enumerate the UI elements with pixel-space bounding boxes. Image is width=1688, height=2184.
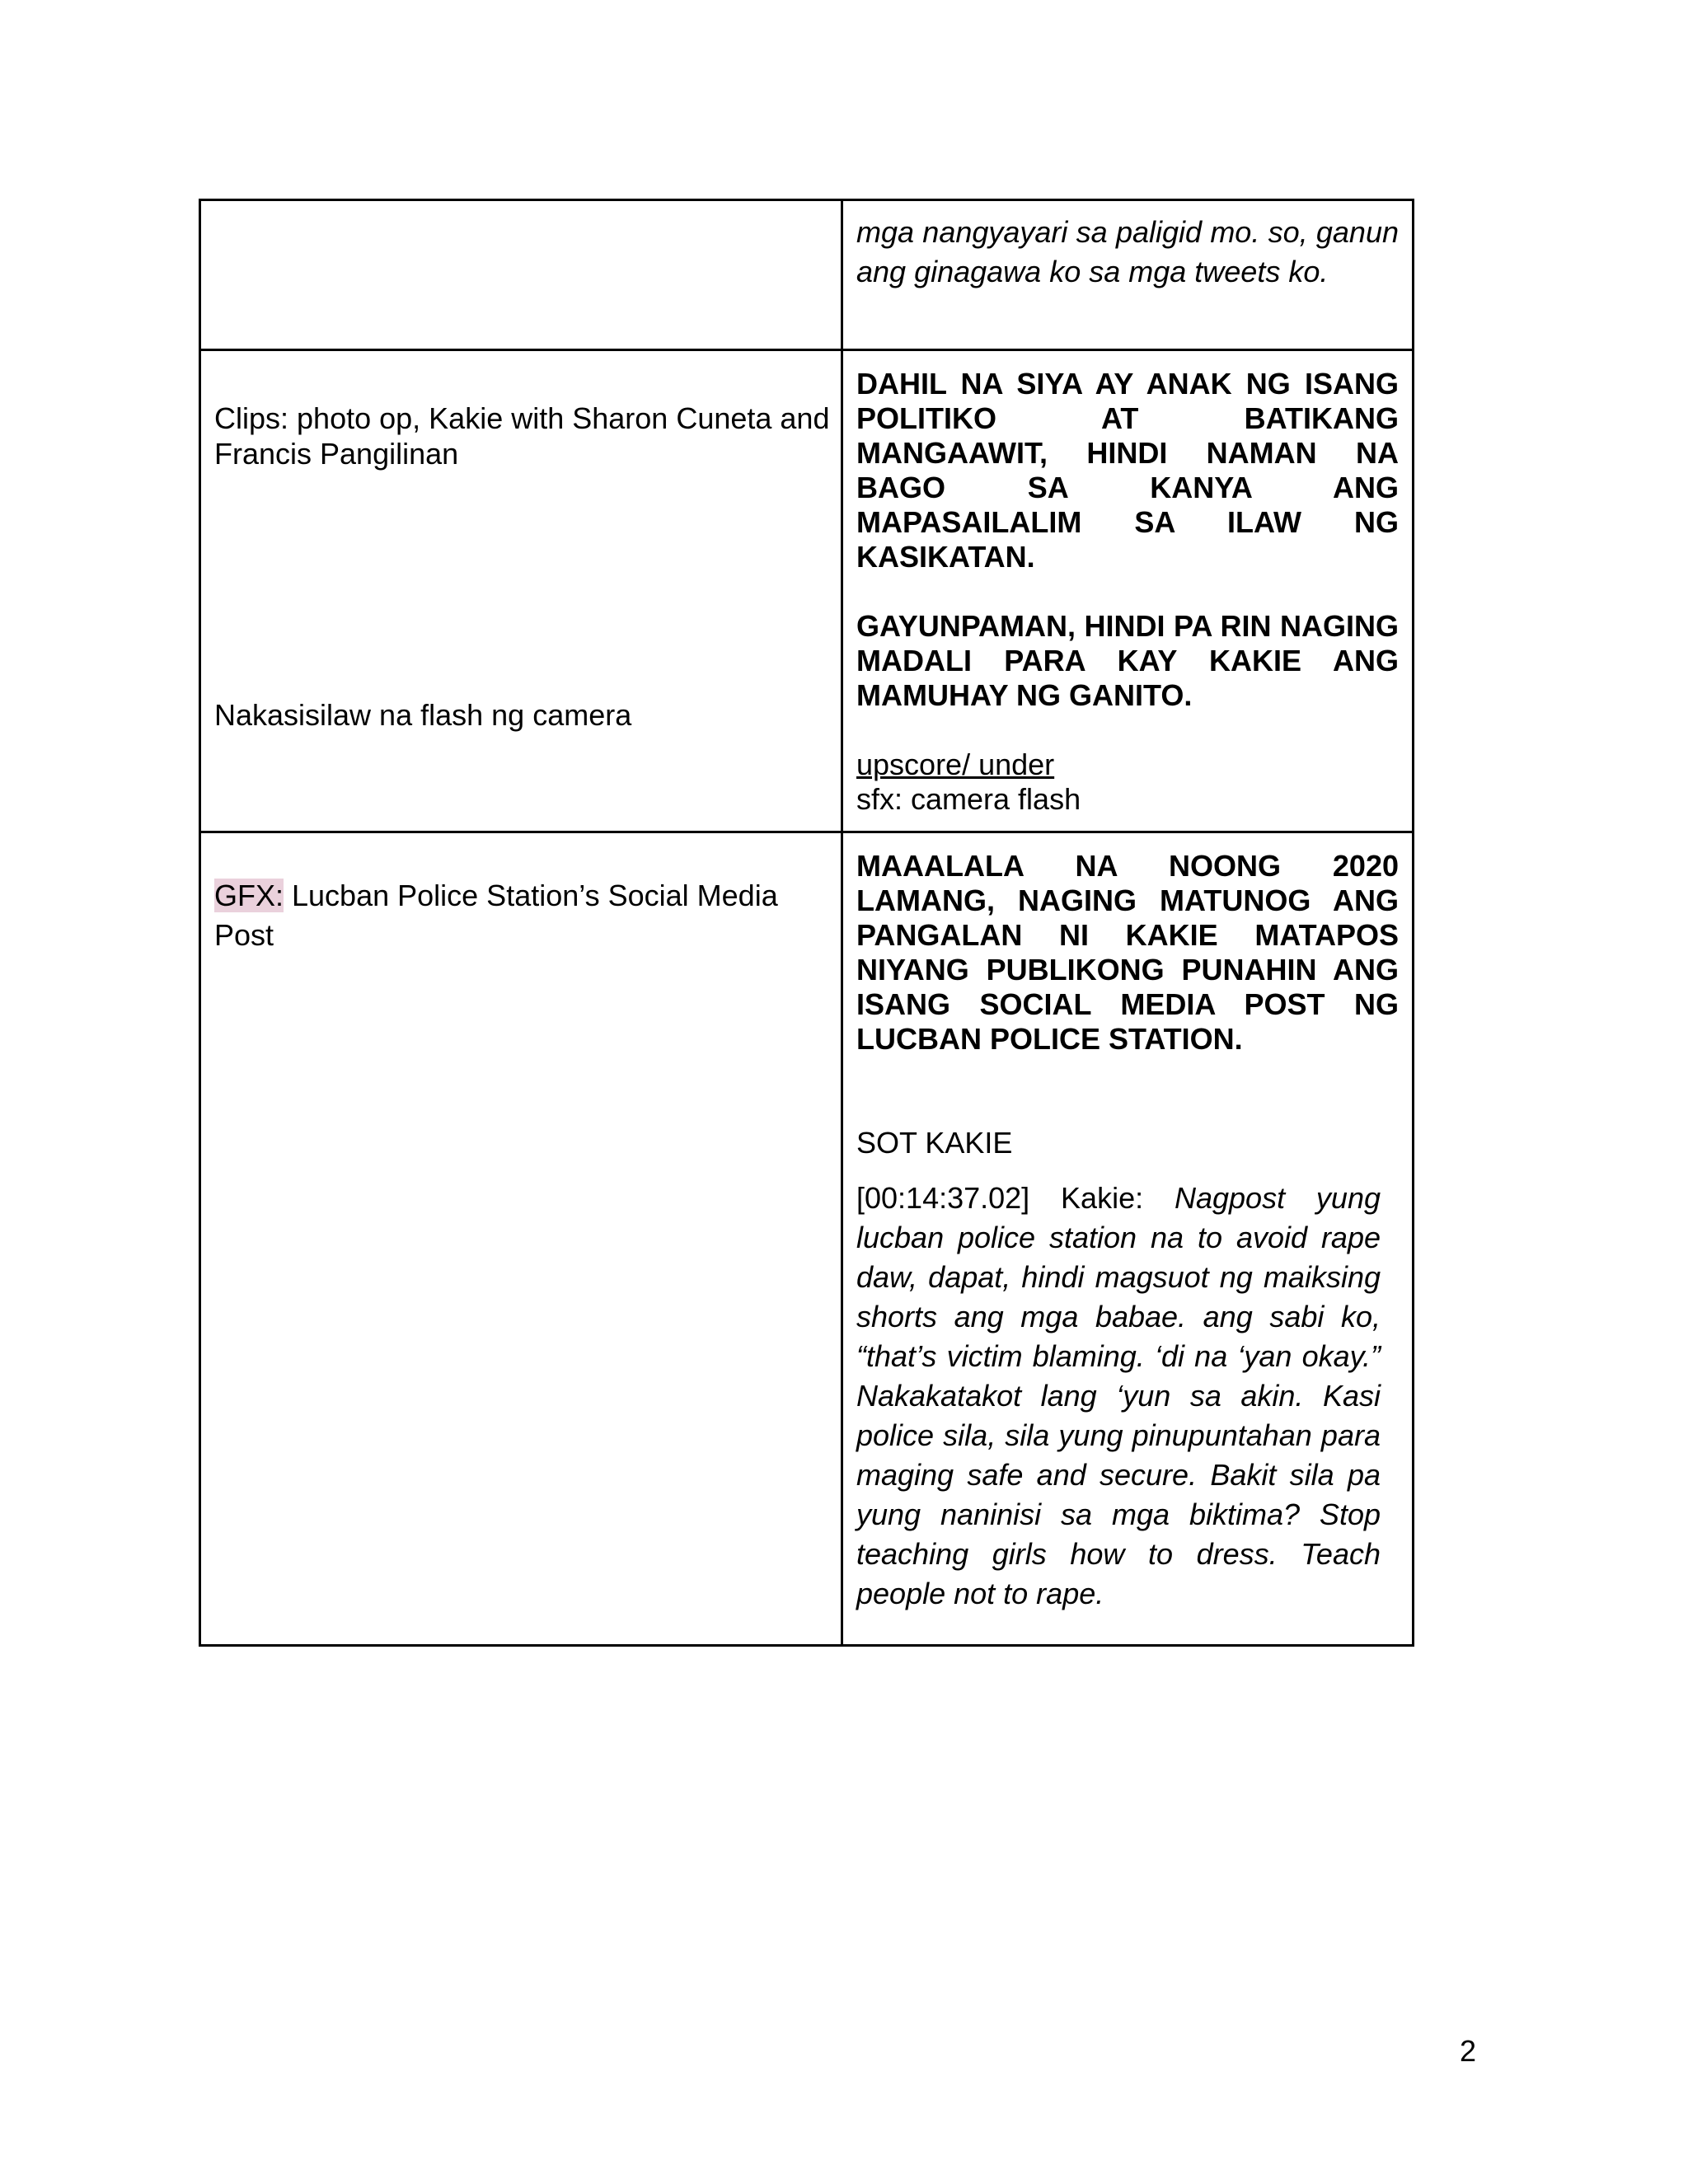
script-table xyxy=(199,199,1414,1647)
table-row xyxy=(200,200,1414,350)
gfx-description: Lucban Police Station’s Social Media Post xyxy=(214,879,778,952)
narration-paragraph: DAHIL NA SIYA AY ANAK NG ISANG POLITIKO AT BATIKANG MANGAAWIT, HINDI NAMAN NA BAGO SA KANYA ANG MAPASAILALIM SA ILAW NG KASIKATAN. xyxy=(856,367,1399,574)
audio-cell xyxy=(842,200,1414,350)
page-number: 2 xyxy=(1460,2034,1477,2068)
gfx-label: GFX: xyxy=(214,879,284,912)
sot-label: SOT KAKIE xyxy=(856,1126,1013,1160)
timecode: [00:14:37.02] Kakie: xyxy=(856,1181,1175,1215)
table-row xyxy=(200,832,1414,1646)
narration-paragraph: GAYUNPAMAN, HINDI PA RIN NAGING MADALI PARA KAY KAKIE ANG MAMUHAY NG GANITO. xyxy=(856,609,1399,712)
video-cue-clips: Clips: photo op, Kakie with Sharon Cuneta and Francis Pangilinan xyxy=(214,401,830,471)
narration-paragraph: MAAALALA NA NOONG 2020 LAMANG, NAGING MATUNOG ANG PANGALAN NI KAKIE MATAPOS NIYANG PUBLIKONG PUNAHIN ANG ISANG SOCIAL MEDIA POST NG LUCBAN POLICE STATION. xyxy=(856,849,1399,1056)
audio-cell xyxy=(842,832,1414,1646)
sfx-cue: sfx: camera flash xyxy=(856,782,1081,816)
audio-cue: upscore/ under xyxy=(856,748,1055,781)
audio-cell xyxy=(842,350,1414,832)
quote-text: Nagpost yung lucban police station na to avoid rape daw, dapat, hindi magsuot ng maiksing shorts ang mga babae. ang sabi ko, “that’s victim blaming. ‘di na ‘yan okay.” Nakakatakot lang ‘yun sa akin. Kasi police sila, sila yung pinupuntahan para maging safe and secure. Bakit sila pa yung naninisi sa mga biktima? Stop teaching girls how to dress. Teach people not to rape. xyxy=(856,1181,1381,1610)
quote-continuation: mga nangyayari sa paligid mo. so, ganun ang ginagawa ko sa mga tweets ko. xyxy=(856,215,1399,288)
sot-quote xyxy=(856,1179,1381,1614)
video-cell xyxy=(200,200,842,350)
video-cell xyxy=(200,350,842,832)
table-row xyxy=(200,350,1414,832)
video-cell xyxy=(200,832,842,1646)
video-cue-camera-flash: Nakasisilaw na flash ng camera xyxy=(214,698,632,732)
